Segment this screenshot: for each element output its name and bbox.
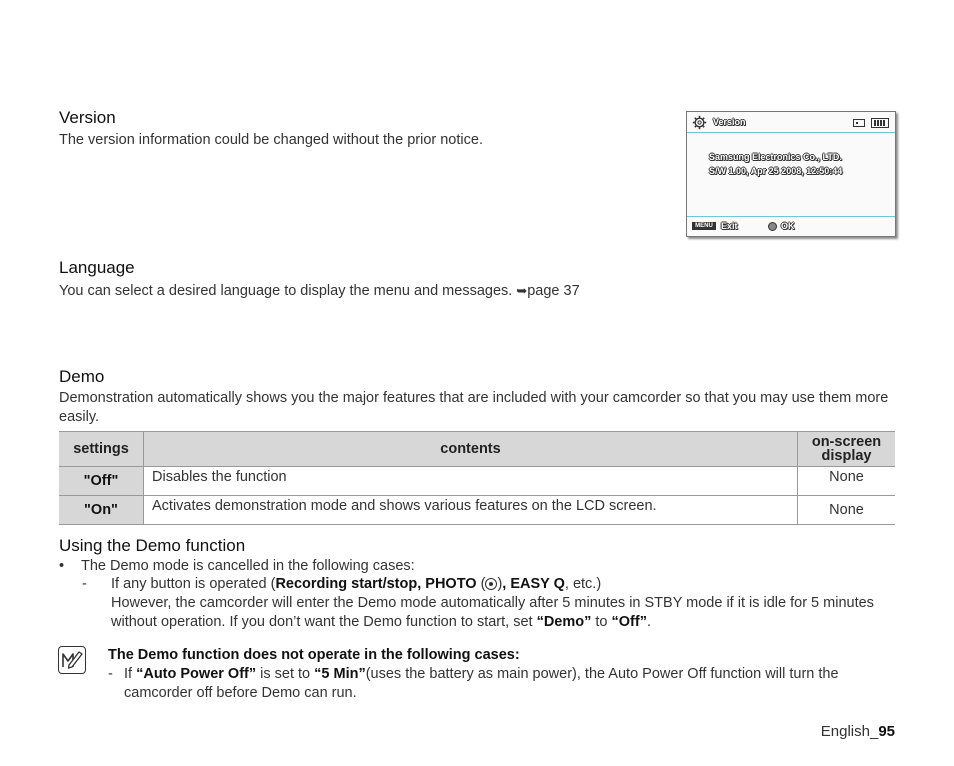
table-cell-contents: Activates demonstration mode and shows various features on the LCD screen. xyxy=(144,496,798,525)
continuation-text: However, the camcorder will enter the Demo mode automatically after 5 minutes in STBY mode if it is idle for 5 minutes without operation. If you don’t want the Demo function to start, set xyxy=(111,595,874,630)
note-text-pre: If xyxy=(124,666,137,682)
memory-card-icon xyxy=(853,119,865,127)
note-heading: The Demo function does not operate in the following cases: xyxy=(108,647,520,663)
arrow-right-icon: ➥ xyxy=(516,283,528,298)
column-header-display: on-screen display xyxy=(798,432,896,467)
menu-key-tag: MENU xyxy=(692,222,716,230)
page-number: 95 xyxy=(878,723,895,740)
continuation-to: to xyxy=(591,614,612,630)
lcd-version-screen xyxy=(686,111,896,237)
note-bold-5min: “5 Min” xyxy=(314,666,366,682)
dash-text-pre: If any button is operated ( xyxy=(111,576,276,592)
photo-button-icon xyxy=(485,578,497,590)
table-cell-setting: "On" xyxy=(59,496,144,525)
lcd-manufacturer: Samsung Electronics Co., LTD. xyxy=(709,152,842,162)
continuation-bold-off: “Off” xyxy=(611,614,647,630)
page-footer xyxy=(821,723,895,740)
language-text-line xyxy=(59,281,580,301)
column-header-contents: contents xyxy=(144,432,798,467)
dash-text-bold-easyq: , EASY Q xyxy=(502,576,565,592)
lcd-ok-label: OK xyxy=(781,221,795,231)
table-header-row xyxy=(59,432,895,467)
lcd-software-version: S/W 1.00, Apr 25 2008, 12:50:44 xyxy=(709,166,843,176)
continuation-end: . xyxy=(646,614,651,630)
demo-settings-table xyxy=(59,431,895,525)
column-header-settings: settings xyxy=(59,432,144,467)
note-text-post: (uses the battery as main power), the Auto Power Off function will turn the camcorder off before Demo can run. xyxy=(124,666,839,701)
dash-text-close: ) xyxy=(497,576,503,592)
joystick-ok-icon xyxy=(768,222,777,231)
language-page-ref: page 37 xyxy=(527,283,580,299)
dash-text-mid: ( xyxy=(476,576,486,592)
demo-text: Demonstration automatically shows you the major features that are included with your camcorder so that you may use them more easily. xyxy=(59,390,889,425)
dash-continuation xyxy=(111,594,897,632)
dash-text-bold-buttons: Recording start/stop, PHOTO xyxy=(275,576,477,592)
version-text: The version information could be changed without the prior notice. xyxy=(59,132,483,148)
demo-heading: Demo xyxy=(59,367,105,386)
continuation-bold-demo: “Demo” xyxy=(536,614,592,630)
table-row xyxy=(59,467,895,496)
table-cell-display: None xyxy=(798,467,896,496)
note-pencil-icon xyxy=(58,646,86,674)
using-demo-heading: Using the Demo function xyxy=(59,536,246,555)
note-bold-auto-power-off: “Auto Power Off” xyxy=(136,666,257,682)
bullet-item xyxy=(59,557,415,576)
table-cell-setting: "Off" xyxy=(59,467,144,496)
gear-icon xyxy=(692,115,707,130)
note-item xyxy=(108,665,900,703)
table-cell-contents: Disables the function xyxy=(144,467,798,496)
table-cell-display: None xyxy=(798,496,896,525)
lcd-exit-label: Exit xyxy=(721,221,738,231)
battery-icon xyxy=(871,118,889,128)
dash-item xyxy=(82,575,601,594)
footer-language: English_ xyxy=(820,723,879,740)
note-text-mid: is set to xyxy=(256,666,315,682)
bullet-text: The Demo mode is cancelled in the following cases: xyxy=(81,558,415,574)
language-text: You can select a desired language to display the menu and messages. xyxy=(59,283,513,299)
version-heading: Version xyxy=(59,108,116,127)
table-row xyxy=(59,496,895,525)
bullet-mark: • xyxy=(59,558,65,574)
note-dash-mark: - xyxy=(108,666,113,682)
dash-text-post: , etc.) xyxy=(564,576,602,592)
language-heading: Language xyxy=(59,258,135,277)
lcd-title: Version xyxy=(713,117,746,127)
dash-mark: - xyxy=(82,576,87,592)
